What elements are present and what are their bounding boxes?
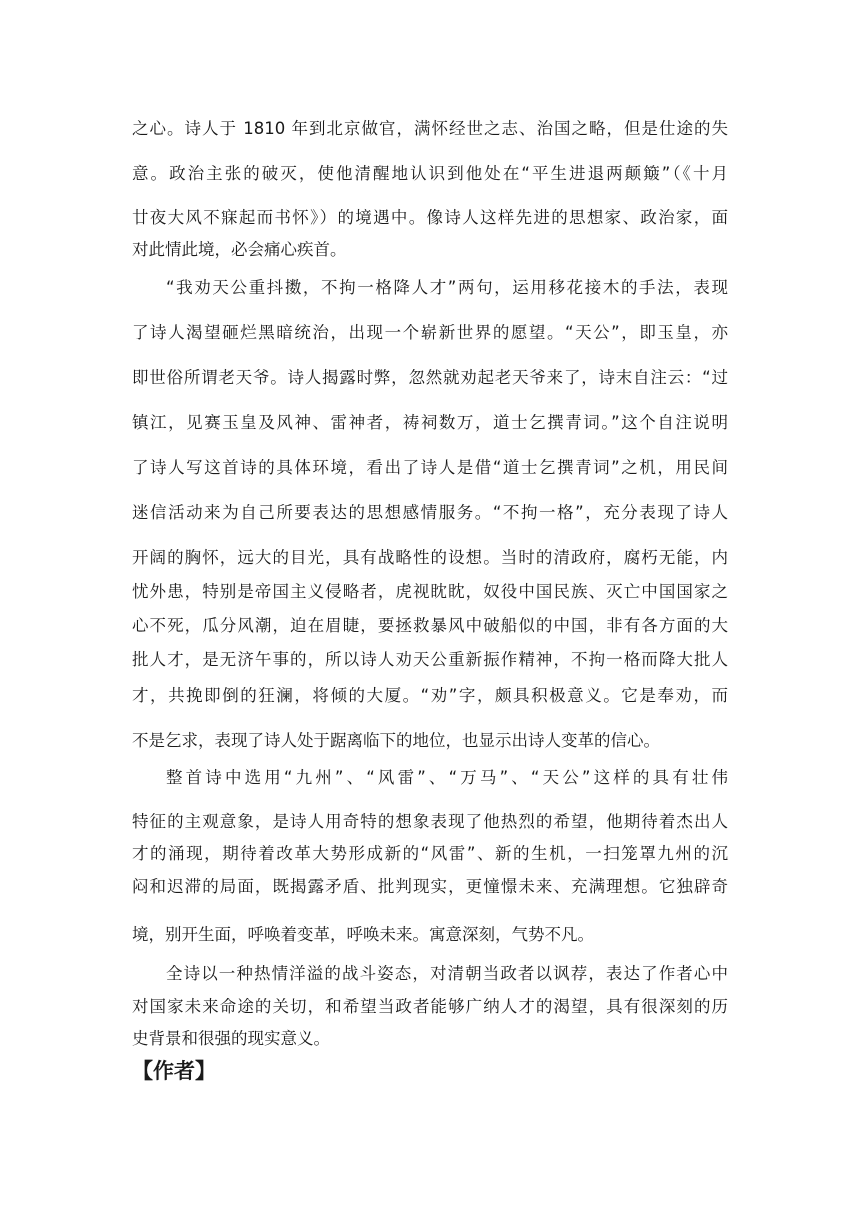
text-line: 意。政治主张的破灭，使他清醒地认识到他处在“平生进退两颠簸”（《十月: [132, 164, 728, 183]
text-line: 开阔的胸怀，远大的目光，具有战略性的设想。当时的清政府，腐朽无能，内: [132, 548, 728, 567]
text-line: 才的涌现，期待着改革大势形成新的“风雷”、新的生机，一扫笼罩九州的沉: [132, 844, 728, 863]
text-line: 心不死，瓜分风潮，迫在眉睫，要拯救暴风中破船似的中国，非有各方面的大: [132, 616, 728, 635]
text-line: 了诗人写这首诗的具体环境，看出了诗人是借“道士乞撰青词”之机，用民间: [132, 458, 728, 477]
text-line: 即世俗所谓老天爷。诗人揭露时弊，忽然就劝起老天爷来了，诗末自注云：“过: [132, 368, 728, 387]
text-line: 整首诗中选用“九州”、“风雷”、“万马”、“天公”这样的具有壮伟: [166, 768, 728, 787]
text-line: 了诗人渴望砸烂黑暗统治，出现一个崭新世界的愿望。“天公”，即玉皇，亦: [132, 323, 728, 342]
text-line: 对国家未来命途的关切，和希望当政者能够广纳人才的渴望，具有很深刻的历: [132, 997, 728, 1016]
text-line: 全诗以一种热情洋溢的战斗姿态，对清朝当政者以讽荐，表达了作者心中: [166, 964, 728, 983]
text-line: 之心。诗人于 1810 年到北京做官，满怀经世之志、治国之略，但是仕途的失: [132, 119, 728, 138]
text-line: 史背景和很强的现实意义。: [132, 1029, 330, 1048]
text-line: 闷和迟滞的局面，既揭露矛盾、批判现实，更憧憬未来、充满理想。它独辟奇: [132, 877, 728, 896]
text-line: 境，别开生面，呼唤着变革，呼唤未来。寓意深刻，气势不凡。: [132, 925, 594, 944]
text-line: 忧外患，特别是帝国主义侵略者，虎视眈眈，奴役中国民族、灭亡中国国家之: [132, 582, 728, 601]
text-line: 镇江，见赛玉皇及风神、雷神者，祷祠数万，道士乞撰青词。”这个自注说明: [132, 413, 728, 432]
section-heading: 【作者】: [132, 1059, 216, 1083]
text-line: 批人才，是无济午事的，所以诗人劝天公重新振作精神，不拘一格而降大批人: [132, 650, 728, 669]
text-line: “我劝天公重抖擞，不拘一格降人才”两句，运用移花接木的手法，表现: [166, 278, 728, 297]
text-line: 对此情此境，必会痛心疾首。: [132, 240, 347, 259]
text-line: 廿夜大风不寐起而书怀》）的境遇中。像诗人这样先进的思想家、政治家，面: [132, 208, 728, 227]
text-line: 才，共挽即倒的狂澜，将倾的大厦。“劝”字，颇具积极意义。它是奉劝，而: [132, 686, 728, 705]
text-line: 迷信活动来为自己所要表达的思想感情服务。“不拘一格”，充分表现了诗人: [132, 503, 728, 522]
text-line: 不是乞求，表现了诗人处于踞离临下的地位，也显示出诗人变革的信心。: [132, 731, 660, 750]
text-line: 特征的主观意象，是诗人用奇特的想象表现了他热烈的希望，他期待着杰出人: [132, 812, 728, 831]
